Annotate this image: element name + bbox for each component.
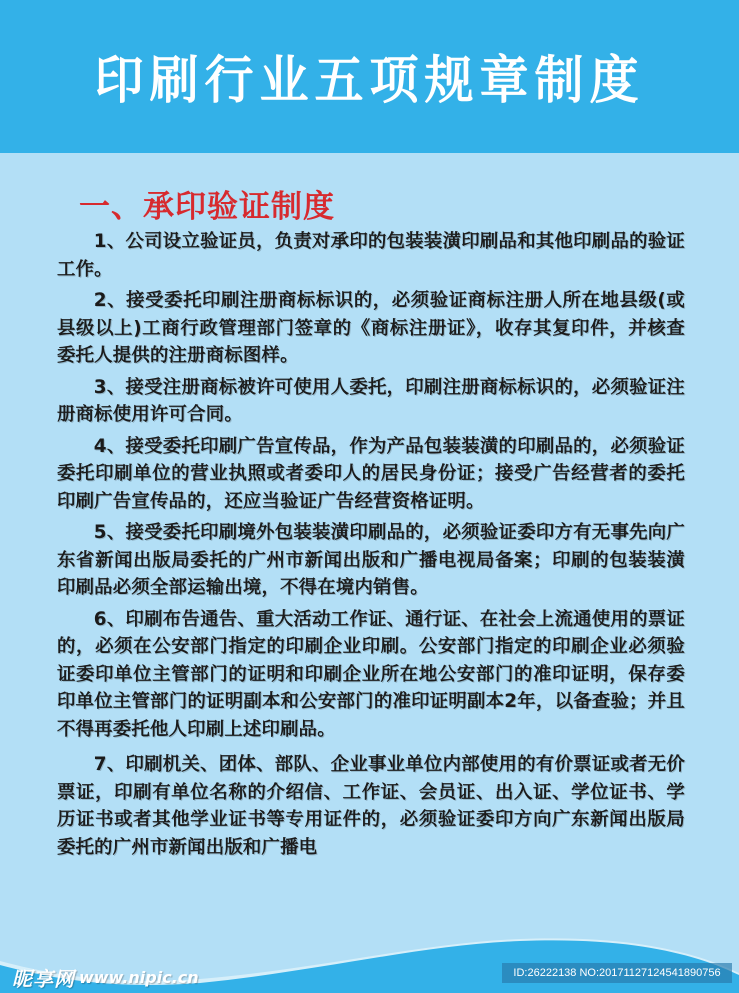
regulation-item-5: 5、接受委托印刷境外包装装潢印刷品的，必须验证委印方有无事先向广东省新闻出版局委托的广州市新闻出版和广播电视局备案；印刷的包装装潢印刷品必须全部运输出境，不得在境内销售。 — [57, 522, 685, 598]
regulation-item-2: 2、接受委托印刷注册商标标识的，必须验证商标注册人所在地县级(或县级以上)工商行政管理部门签章的《商标注册证》，收存其复印件，并核查委托人提供的注册商标图样。 — [57, 290, 685, 366]
regulation-item-7: 7、印刷机关、团体、部队、企业事业单位内部使用的有价票证或者无价票证，印刷有单位名称的介绍信、工作证、会员证、出入证、学位证书、学历证书或者其他学业证书等专用证件的，必须验证委印方向广东新闻出版局委托的广州市新闻出版和广播电 — [57, 754, 685, 858]
page-title: 印刷行业五项规章制度 — [94, 50, 645, 111]
regulation-item-6: 6、印刷布告通告、重大活动工作证、通行证、在社会上流通使用的票证的，必须在公安部门指定的印刷企业印刷。公安部门指定的印刷企业必须验证委印单位主管部门的证明和印刷企业所在地公安部门的准印证明，保存委印单位主管部门的证明副本和公安部门的准印证明副本2年，以备查验；并且不得再委托他人印刷上述印刷品。 — [57, 608, 685, 740]
regulation-item-3: 3、接受注册商标被许可使用人委托，印刷注册商标标识的，必须验证注册商标使用许可合同。 — [57, 376, 685, 425]
watermark-logo-text: 昵享网 — [12, 967, 75, 991]
watermark-id-badge: ID:26222138 NO:20171127124541890756 — [502, 963, 732, 983]
section-title: 一、承印验证制度 — [79, 189, 335, 225]
regulation-item-1: 1、公司设立验证员，负责对承印的包装装潢印刷品和其他印刷品的验证工作。 — [57, 231, 685, 280]
regulation-content — [57, 186, 685, 865]
watermark-logo — [12, 963, 199, 992]
regulation-item-4: 4、接受委托印刷广告宣传品，作为产品包装装潢的印刷品的，必须验证委托印刷单位的营业执照或者委印人的居民身份证；接受广告经营者的委托印刷广告宣传品的，还应当验证广告经营资格证明。 — [57, 435, 685, 512]
watermark-url: www.nipic.cn — [79, 968, 199, 987]
header-banner — [0, 0, 739, 153]
